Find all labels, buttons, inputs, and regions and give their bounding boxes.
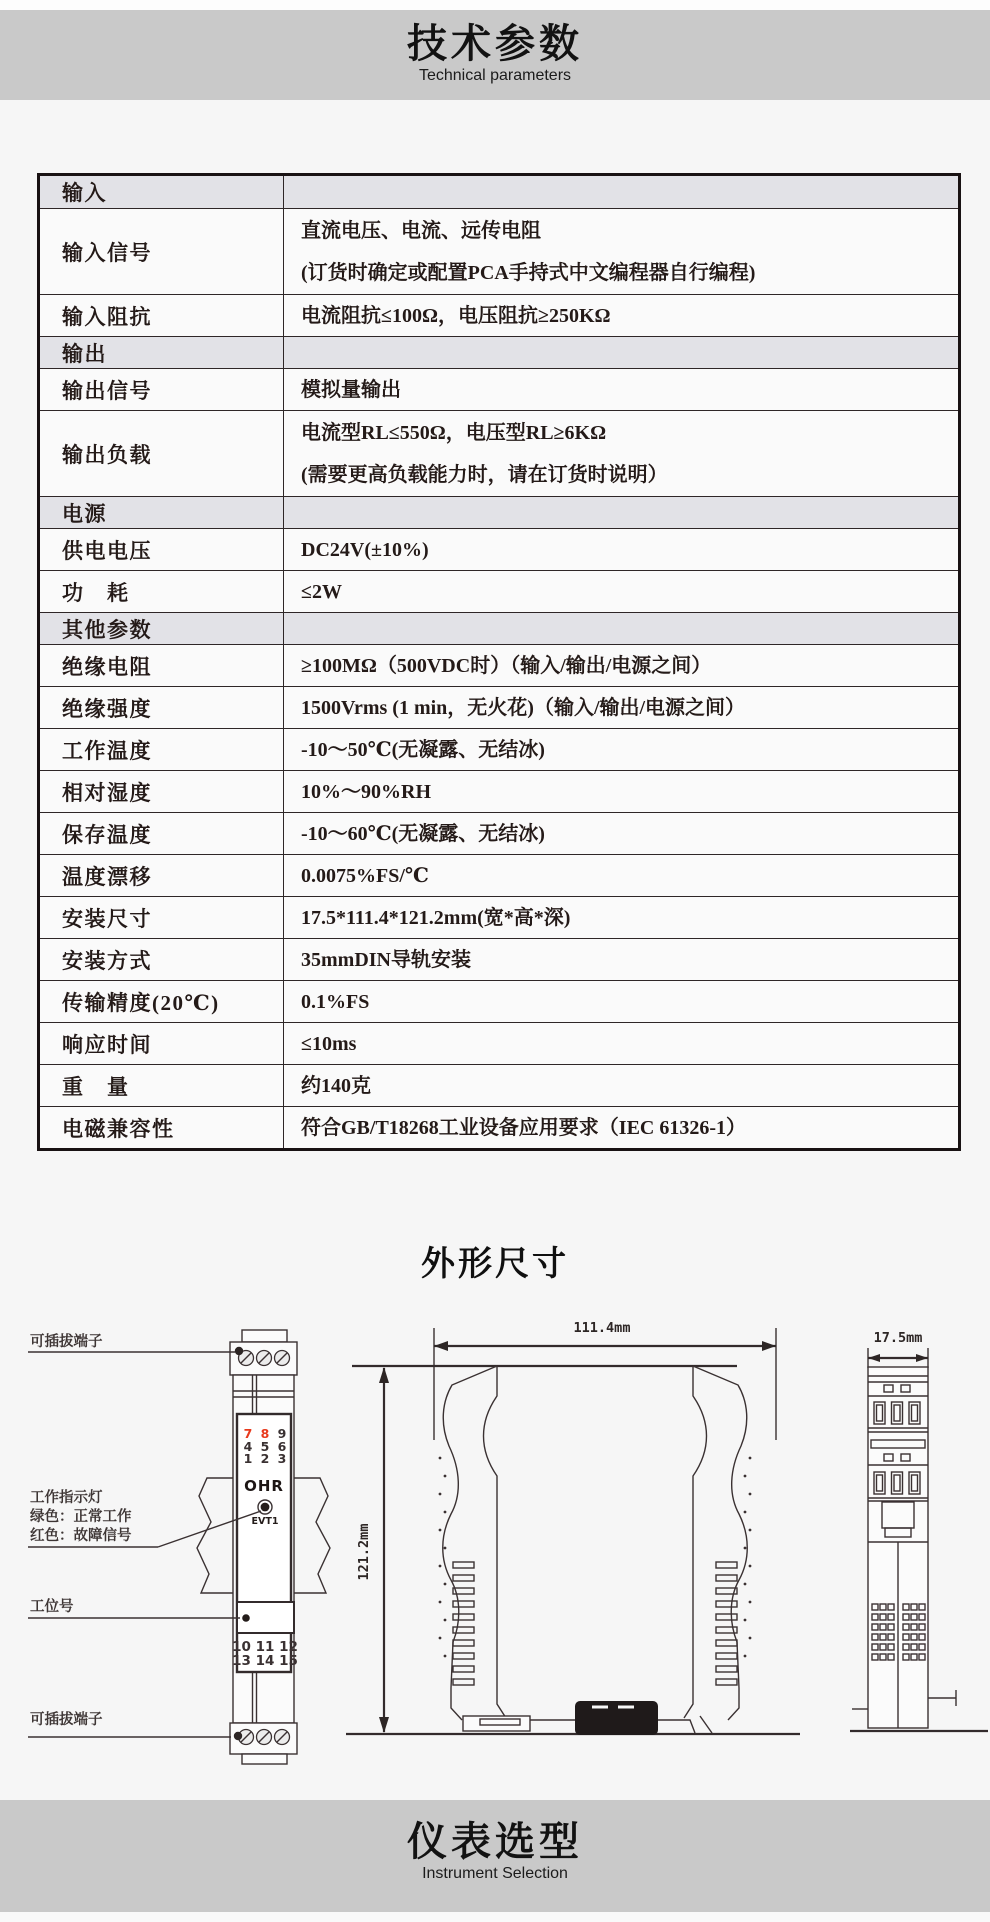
terminal-4: 4 (243, 1439, 253, 1454)
spec-row-value: 35mmDIN导轨安装 (283, 939, 958, 980)
spec-row (40, 854, 958, 896)
spec-row-value: 10%～90%RH (283, 771, 958, 812)
vent-slots-left (453, 1562, 474, 1685)
spec-row-label: 功 耗 (62, 580, 130, 605)
spec-row-label: 相对湿度 (62, 780, 152, 805)
depth-dimension-label: 17.5mm (873, 1330, 923, 1346)
spec-row-label: 输出 (62, 341, 107, 366)
spec-row-label: 其他参数 (62, 617, 152, 642)
din-rail-break-left (197, 1478, 233, 1593)
spec-section-row (40, 496, 958, 528)
spec-row-label: 传输精度(20℃) (62, 990, 220, 1015)
case-profile-left (443, 1366, 497, 1720)
callout-terminal-top: 可插拔端子 (30, 1334, 103, 1350)
spec-row-value (283, 613, 958, 644)
spec-row-label: 绝缘电阻 (62, 654, 152, 679)
spec-row (40, 294, 958, 336)
spec-row-value: -10～60℃(无凝露、无结冰) (283, 813, 958, 854)
spec-row (40, 644, 958, 686)
bottom-terminal-cap (242, 1754, 287, 1764)
bottom-strip (0, 1912, 990, 1922)
spec-row (40, 410, 958, 496)
outline-dimensions-drawing (0, 1290, 990, 1790)
spec-row (40, 1064, 958, 1106)
spec-row-value: DC24V(±10%) (283, 529, 958, 570)
spec-row-label: 安装尺寸 (62, 906, 152, 931)
spec-row (40, 770, 958, 812)
screw-terminal-icons-bottom (239, 1730, 290, 1745)
spec-row-value: 电流型RL≤550Ω，电压型RL≥6KΩ (需要更高负载能力时，请在订货时说明） (283, 411, 958, 496)
din-rail-break-right (294, 1478, 330, 1593)
spec-row-label: 输入 (62, 181, 107, 205)
terminal-5: 5 (260, 1439, 270, 1454)
spec-row-label: 输出信号 (62, 378, 152, 403)
spec-row-label: 重 量 (62, 1074, 130, 1099)
terminal-1: 1 (243, 1451, 253, 1466)
header-band (0, 10, 990, 100)
spec-row-value (283, 497, 958, 528)
svg-text:红色：故障信号: 红色：故障信号 (30, 1528, 132, 1544)
brand-logo: OHR (244, 1477, 284, 1495)
spec-row-label: 安装方式 (62, 948, 152, 973)
spec-row-value (283, 337, 958, 368)
height-dimension-label: 121.2mm (356, 1523, 372, 1581)
callout-station: 工位号 (30, 1599, 74, 1615)
station-dot (242, 1614, 250, 1622)
terminal-3: 3 (277, 1451, 287, 1466)
spec-row-label: 绝缘强度 (62, 696, 152, 721)
side-view-diagram (346, 1320, 800, 1735)
page-subtitle: Technical parameters (418, 67, 572, 84)
spec-row-value: 0.0075%FS/℃ (283, 855, 958, 896)
terminal-2: 2 (260, 1451, 270, 1466)
terminal-9: 9 (277, 1426, 287, 1441)
dimensions-title: 外形尺寸 (421, 1245, 569, 1283)
svg-text:工作指示灯: 工作指示灯 (30, 1490, 103, 1506)
stipple-texture (439, 1457, 752, 1658)
spec-row-label: 输入信号 (62, 240, 152, 265)
spec-row-value: 符合GB/T18268工业设备应用要求（IEC 61326-1） (283, 1107, 958, 1148)
case-profile-right (693, 1366, 747, 1720)
spec-section-row (40, 612, 958, 644)
spec-row-value: 模拟量输出 (283, 369, 958, 410)
spec-row (40, 528, 958, 570)
spec-row-label: 电源 (62, 501, 107, 526)
spec-row-value: 1500Vrms (1 min，无火花)（输入/输出/电源之间） (283, 687, 958, 728)
spec-row (40, 368, 958, 410)
spec-row (40, 980, 958, 1022)
terminal-numbers-bottom-row1: 10 11 12 (232, 1639, 298, 1655)
footer-band (0, 1800, 990, 1912)
spec-row-label: 供电电压 (62, 538, 152, 563)
led-label: EVT1 (251, 1516, 279, 1527)
spec-row-value: ≤2W (283, 571, 958, 612)
screw-terminal-icons-top (239, 1351, 290, 1366)
spec-row (40, 208, 958, 294)
spec-row (40, 938, 958, 980)
spec-row-value (283, 176, 958, 208)
spec-row-value: -10～50℃(无凝露、无结冰) (283, 729, 958, 770)
terminal-6: 6 (277, 1439, 287, 1454)
spec-row-value: 约140克 (283, 1065, 958, 1106)
spec-row-value: ≤10ms (283, 1023, 958, 1064)
spec-row-value: 电流阻抗≤100Ω，电压阻抗≥250KΩ (283, 295, 958, 336)
spec-row-value: 17.5*111.4*121.2mm(宽*高*深) (283, 897, 958, 938)
footer-subtitle: Instrument Selection (422, 1865, 568, 1882)
spec-row-label: 响应时间 (62, 1032, 152, 1057)
top-terminal-cap (242, 1330, 287, 1342)
spec-row-value: 直流电压、电流、远传电阻 (订货时确定或配置PCA手持式中文编程器自行编程) (283, 209, 958, 294)
callout-indicator (28, 1488, 261, 1547)
width-dimension-label: 111.4mm (573, 1320, 631, 1336)
terminal-numbers-bottom-row2: 13 14 15 (232, 1653, 298, 1669)
page-title: 技术参数 (407, 21, 583, 67)
spec-row-value: 0.1%FS (283, 981, 958, 1022)
spec-section-row (40, 176, 958, 208)
top-strip (0, 0, 990, 10)
spec-table (37, 173, 961, 1151)
spec-row (40, 1022, 958, 1064)
vent-slots-right (716, 1562, 737, 1685)
spec-row (40, 686, 958, 728)
spec-table-body (40, 176, 958, 1148)
spec-row-label: 工作温度 (62, 738, 152, 763)
callout-terminal-bottom: 可插拔端子 (30, 1712, 103, 1728)
terminal-7: 7 (243, 1426, 253, 1441)
spec-row-label: 电磁兼容性 (62, 1116, 175, 1141)
din-clip (575, 1701, 658, 1735)
spec-row (40, 570, 958, 612)
footer-title: 仪表选型 (407, 1819, 583, 1865)
spec-row-label: 保存温度 (62, 822, 152, 847)
end-view-diagram (850, 1330, 988, 1731)
spec-row-value: ≥100MΩ（500VDC时）（输入/输出/电源之间） (283, 645, 958, 686)
callout-dot-bottom (234, 1732, 242, 1740)
spec-row-label: 温度漂移 (62, 864, 152, 889)
spec-row (40, 812, 958, 854)
callout-dot-top (235, 1347, 243, 1355)
spec-row (40, 728, 958, 770)
spec-row-label: 输入阻抗 (62, 304, 152, 329)
spec-section-row (40, 336, 958, 368)
svg-text:绿色：正常工作: 绿色：正常工作 (30, 1509, 132, 1525)
spec-row (40, 1106, 958, 1148)
front-view-diagram (28, 1330, 330, 1764)
terminal-number-grid-top (244, 1426, 287, 1466)
spec-row (40, 896, 958, 938)
spec-row-label: 输出负载 (62, 442, 152, 467)
terminal-8: 8 (260, 1426, 270, 1441)
